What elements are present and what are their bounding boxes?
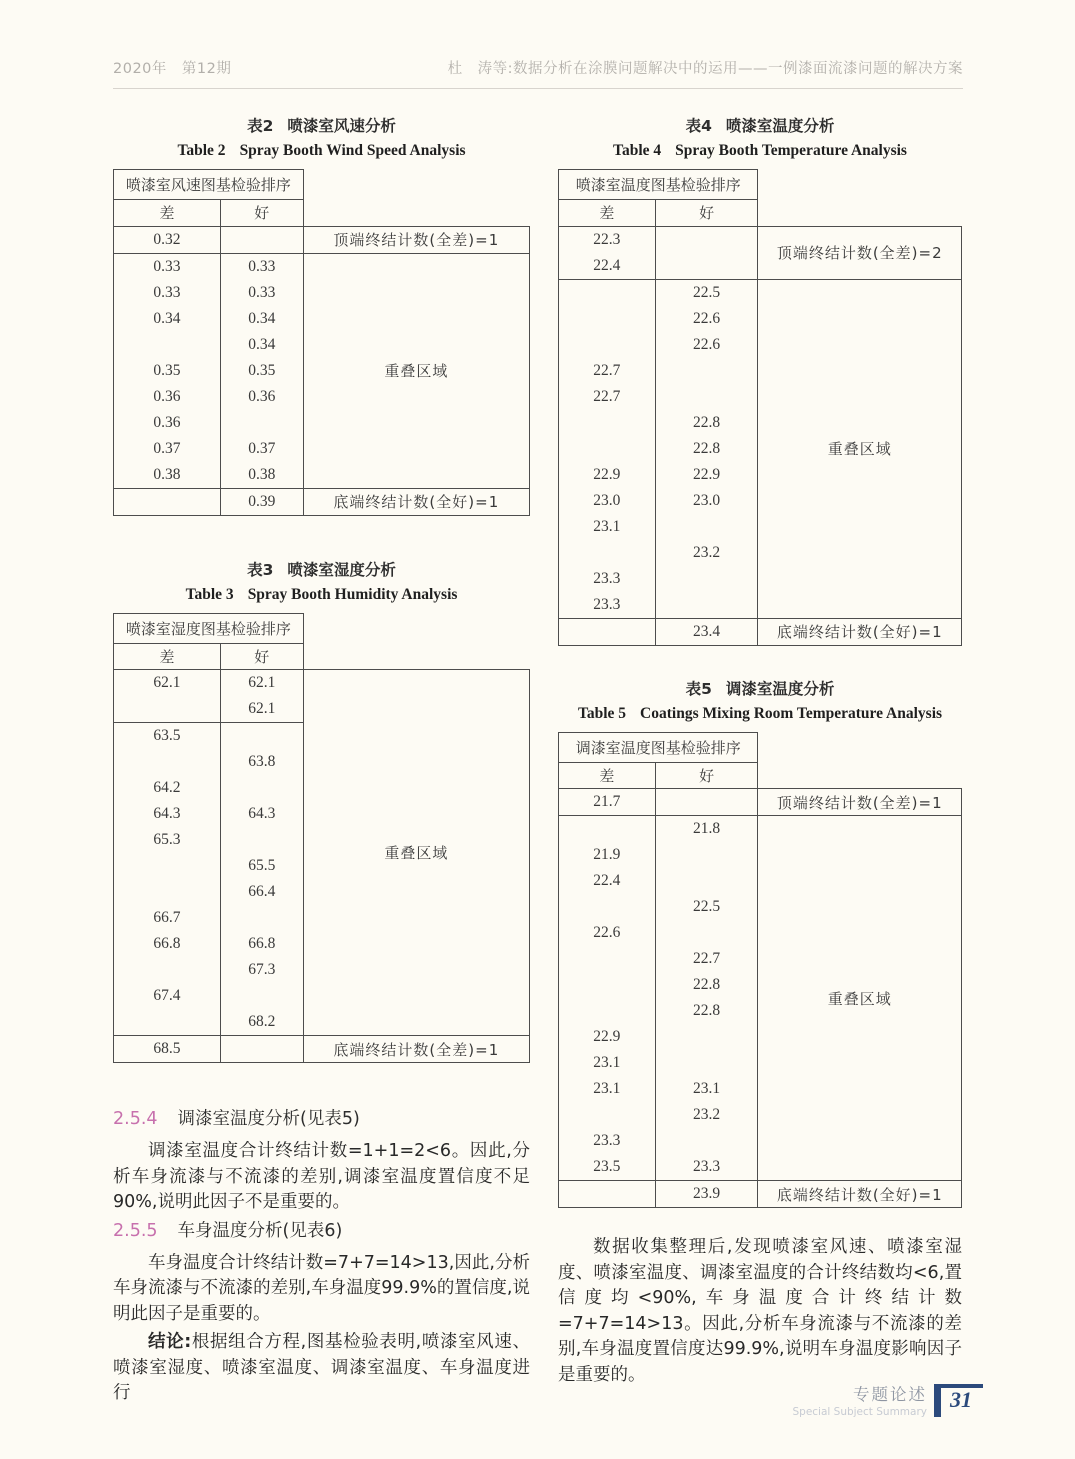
table4-cell-good: [655, 514, 758, 540]
table2-title-en: [113, 142, 530, 160]
table5-cell-bad: [559, 998, 656, 1024]
table5-col-good-header: 好: [655, 762, 758, 789]
table2-cell-bad: 0.36: [114, 410, 221, 436]
table5-cell-good: [655, 789, 758, 816]
table4-cell-good: 23.0: [655, 488, 758, 514]
section-255-number: 2.5.5: [113, 1220, 158, 1241]
table3-cell-good: [220, 983, 303, 1009]
table5-cell-bad: [559, 972, 656, 998]
table4-col-good-header: 好: [655, 200, 758, 227]
table3-cell-good: 63.8: [220, 749, 303, 775]
table3-col-good-header: 好: [220, 643, 303, 670]
table4-cell-bad: [559, 540, 656, 566]
right-column: [558, 106, 962, 1391]
table3-cell-bad: 67.4: [114, 983, 221, 1009]
table5-container: [558, 732, 962, 1209]
table5-cell-good: [655, 920, 758, 946]
table2-block: [113, 114, 530, 516]
table3-cell-good: [220, 723, 303, 750]
table2-cell-good: 0.39: [220, 488, 303, 515]
section-254-title: 调漆室温度分析(见表5): [177, 1109, 360, 1129]
table4-cell-bad: [559, 306, 656, 332]
page-number: 31: [950, 1387, 972, 1412]
table5-cell-bad: 23.1: [559, 1076, 656, 1102]
table3-cell-good: 62.1: [220, 696, 303, 723]
table3-cell-bad: [114, 696, 221, 723]
table2-cell-bad: [114, 332, 221, 358]
table2-rank-header: 喷漆室风速图基检验排序: [114, 170, 304, 200]
table3-cell-good: 67.3: [220, 957, 303, 983]
conclusion-text: 根据组合方程,图基检验表明,喷漆室风速、喷漆室湿度、喷漆室温度、调漆室温度、车身温度进行: [113, 1332, 531, 1403]
table3-cell-bad: [114, 749, 221, 775]
table5-rank-header: 调漆室温度图基检验排序: [559, 732, 758, 762]
table4-cell-bad: 23.3: [559, 592, 656, 619]
table5-cell-bad: [559, 816, 656, 843]
table5-cell-good: 22.7: [655, 946, 758, 972]
table2-note-cell: 底端终结计数(全好)=1: [303, 488, 529, 515]
table4-header-spacer: [758, 170, 962, 200]
table5-cell-bad: [559, 1181, 656, 1208]
table2-cell-bad: 0.33: [114, 280, 221, 306]
table3-cell-good: [220, 775, 303, 801]
table3-cell-good: 68.2: [220, 1009, 303, 1036]
table3-cell-bad: [114, 879, 221, 905]
table2-cell-bad: 0.34: [114, 306, 221, 332]
table2-en-no: Table 2: [177, 142, 226, 159]
footer-section-en: Special Subject Summary: [792, 1406, 927, 1418]
table2-cell-bad: 0.37: [114, 436, 221, 462]
table3-header-spacer: [303, 613, 529, 643]
table3-rank-header: 喷漆室湿度图基检验排序: [114, 613, 304, 643]
table3-note-cell: 底端终结计数(全差)=1: [303, 1036, 529, 1063]
table5-cell-bad: [559, 946, 656, 972]
table4-cell-good: [655, 592, 758, 619]
page-number-corner: [934, 1384, 983, 1417]
table3-cell-good: [220, 905, 303, 931]
table2-cell-good: 0.36: [220, 384, 303, 410]
table4-cell-bad: 22.9: [559, 462, 656, 488]
table3-cell-good: 65.5: [220, 853, 303, 879]
table2-col-good-header: 好: [220, 200, 303, 227]
right-paragraph: 数据收集整理后,发现喷漆室风速、喷漆室湿度、喷漆室温度、调漆室温度的合计终结数均<6,置信度均<90%,车身温度合计终结计数=7+7=14>13。因此,分析车身流漆与不流漆的差别,车身温度置信度达99.9%,说明车身温度影响因子是重要的。: [558, 1237, 962, 1385]
table3-table: [113, 613, 530, 1064]
table5-cell-good: [655, 842, 758, 868]
table5-cell-good: 22.8: [655, 998, 758, 1024]
table2-cell-good: 0.34: [220, 306, 303, 332]
section-255-heading: [113, 1219, 530, 1244]
table5-note-cell: 底端终结计数(全好)=1: [758, 1181, 962, 1208]
table3-header-spacer: [303, 643, 529, 670]
table2-note-cell: 重叠区域: [303, 253, 529, 488]
issue-label: 2020年 第12期: [113, 61, 232, 77]
table4-note-cell: 底端终结计数(全好)=1: [758, 618, 962, 645]
table5-note-cell: 重叠区域: [758, 816, 962, 1181]
table3-cell-bad: [114, 853, 221, 879]
table5-cell-good: 23.3: [655, 1154, 758, 1181]
table5-cell-bad: 21.9: [559, 842, 656, 868]
table4-cell-good: 23.4: [655, 618, 758, 645]
table4-cell-bad: 22.7: [559, 358, 656, 384]
table5-block: [558, 677, 962, 1209]
table2-cell-bad: 0.36: [114, 384, 221, 410]
running-title: 杜 涛等:数据分析在涂膜问题解决中的运用——一例漆面流漆问题的解决方案: [447, 61, 963, 77]
table4-cell-good: 22.6: [655, 306, 758, 332]
section-254-heading: [113, 1107, 530, 1132]
table3-title-zh: [113, 558, 530, 580]
section-254-number: 2.5.4: [113, 1109, 158, 1129]
table4-cell-good: 22.8: [655, 436, 758, 462]
table4-note-cell: 重叠区域: [758, 279, 962, 618]
table5-zh-no: 表5: [685, 679, 712, 698]
table2-cell-bad: 0.35: [114, 358, 221, 384]
table3-title-en: [113, 586, 530, 604]
table3-cell-bad: 64.3: [114, 801, 221, 827]
table5-col-bad-header: 差: [559, 762, 656, 789]
table4-cell-good: [655, 226, 758, 253]
header-rule: [113, 88, 963, 89]
table5-cell-good: 22.8: [655, 972, 758, 998]
table4-zh-name: 喷漆室温度分析: [725, 117, 835, 135]
table4-title-en: [558, 142, 962, 160]
table4-zh-no: 表4: [685, 117, 712, 135]
table2-zh-name: 喷漆室风速分析: [287, 117, 396, 135]
table4-note-cell: 顶端终结计数(全差)=2: [758, 226, 962, 279]
table3-cell-bad: [114, 1009, 221, 1036]
table2-cell-bad: [114, 488, 221, 515]
table3-cell-bad: 65.3: [114, 827, 221, 853]
table5-cell-good: [655, 1024, 758, 1050]
table2-note-cell: 顶端终结计数(全差)=1: [303, 226, 529, 253]
table5-cell-bad: 23.5: [559, 1154, 656, 1181]
table2-title-zh: [113, 114, 530, 136]
table4-en-name: Spray Booth Temperature Analysis: [675, 142, 907, 159]
table4-cell-bad: 22.7: [559, 384, 656, 410]
table3-container: [113, 613, 530, 1064]
table4-cell-good: 23.2: [655, 540, 758, 566]
table4-cell-good: [655, 566, 758, 592]
table3-zh-name: 喷漆室湿度分析: [287, 560, 396, 579]
table3-cell-bad: 63.5: [114, 723, 221, 750]
table4-container: [558, 169, 962, 646]
table4-cell-good: 22.5: [655, 279, 758, 306]
table5-cell-bad: 23.3: [559, 1128, 656, 1154]
table5-zh-name: 调漆室温度分析: [725, 679, 835, 698]
footer-labels: [792, 1377, 927, 1418]
table5-header-spacer: [758, 732, 962, 762]
table4-cell-bad: 23.3: [559, 566, 656, 592]
table4-cell-bad: [559, 410, 656, 436]
table2-cell-good: 0.38: [220, 462, 303, 489]
table4-cell-good: [655, 253, 758, 280]
table3-cell-bad: 68.5: [114, 1036, 221, 1063]
table5-cell-good: [655, 1050, 758, 1076]
table2-cell-good: 0.33: [220, 280, 303, 306]
table2-cell-good: 0.35: [220, 358, 303, 384]
page-footer: [792, 1377, 983, 1418]
table4-cell-good: [655, 384, 758, 410]
table2-cell-good: 0.37: [220, 436, 303, 462]
page-header: [113, 57, 963, 78]
table4-title-zh: [558, 114, 962, 136]
table4-header-spacer: [758, 200, 962, 227]
table5-title-zh: [558, 677, 962, 699]
table3-cell-good: 66.8: [220, 931, 303, 957]
conclusion-paragraph: [113, 1330, 530, 1407]
table2-cell-good: [220, 226, 303, 253]
left-text-zone: [113, 1107, 530, 1407]
table4-cell-bad: [559, 332, 656, 358]
footer-section-zh: 专题论述: [853, 1385, 927, 1404]
table4-table: [558, 169, 962, 646]
table3-col-bad-header: 差: [114, 643, 221, 670]
section-255-title: 车身温度分析(见表6): [177, 1220, 343, 1241]
table3-cell-good: [220, 827, 303, 853]
table4-cell-bad: [559, 436, 656, 462]
table5-cell-good: [655, 868, 758, 894]
table4-block: [558, 114, 962, 646]
table3-cell-good: 62.1: [220, 670, 303, 697]
table3-cell-bad: 66.8: [114, 931, 221, 957]
table3-cell-good: 66.4: [220, 879, 303, 905]
table5-cell-good: 23.9: [655, 1181, 758, 1208]
table3-block: [113, 558, 530, 1064]
table3-cell-bad: 64.2: [114, 775, 221, 801]
table4-cell-bad: 23.0: [559, 488, 656, 514]
table4-cell-bad: [559, 618, 656, 645]
table4-cell-bad: [559, 279, 656, 306]
table5-en-name: Coatings Mixing Room Temperature Analysis: [640, 704, 943, 722]
table5-header-spacer: [758, 762, 962, 789]
table2-cell-good: 0.33: [220, 253, 303, 280]
table5-cell-bad: 22.9: [559, 1024, 656, 1050]
table4-cell-good: 22.8: [655, 410, 758, 436]
conclusion-label: 结论:: [148, 1332, 192, 1352]
table5-cell-bad: 22.6: [559, 920, 656, 946]
table3-cell-good: 64.3: [220, 801, 303, 827]
table4-rank-header: 喷漆室温度图基检验排序: [559, 170, 758, 200]
table5-cell-bad: 22.4: [559, 868, 656, 894]
table5-cell-bad: [559, 894, 656, 920]
table5-cell-bad: 23.1: [559, 1050, 656, 1076]
table5-cell-good: 22.5: [655, 894, 758, 920]
table3-en-no: Table 3: [185, 585, 234, 603]
table2-col-bad-header: 差: [114, 200, 221, 227]
table5-cell-good: 23.2: [655, 1102, 758, 1128]
table2-cell-good: [220, 410, 303, 436]
table5-cell-good: 21.8: [655, 816, 758, 843]
table2-table: [113, 169, 530, 516]
table2-header-spacer: [303, 200, 529, 227]
left-column: [113, 106, 530, 1410]
table4-cell-good: 22.6: [655, 332, 758, 358]
table3-zh-no: 表3: [247, 560, 274, 579]
table5-cell-bad: [559, 1102, 656, 1128]
table5-cell-bad: 21.7: [559, 789, 656, 816]
table4-cell-good: [655, 358, 758, 384]
table2-zh-no: 表2: [247, 117, 274, 135]
table2-cell-bad: 0.38: [114, 462, 221, 489]
table2-cell-bad: 0.33: [114, 253, 221, 280]
table3-cell-bad: [114, 957, 221, 983]
table5-note-cell: 顶端终结计数(全差)=1: [758, 789, 962, 816]
table4-cell-bad: 22.3: [559, 226, 656, 253]
table2-cell-bad: 0.32: [114, 226, 221, 253]
table3-cell-bad: 62.1: [114, 670, 221, 697]
table2-cell-good: 0.34: [220, 332, 303, 358]
table5-cell-good: [655, 1128, 758, 1154]
table5-cell-good: 23.1: [655, 1076, 758, 1102]
table5-title-en: [558, 705, 962, 723]
table2-en-name: Spray Booth Wind Speed Analysis: [239, 142, 466, 159]
table3-cell-good: [220, 1036, 303, 1063]
table5-table: [558, 732, 962, 1209]
table5-en-no: Table 5: [577, 704, 627, 722]
table2-header-spacer: [303, 170, 529, 200]
table3-note-cell: 重叠区域: [303, 670, 529, 1036]
section-254-paragraph: 调漆室温度合计终结计数=1+1=2<6。因此,分析车身流漆与不流漆的差别,调漆室温度置信度不足90%,说明此因子不是重要的。: [113, 1141, 530, 1212]
table4-cell-bad: 23.1: [559, 514, 656, 540]
table4-col-bad-header: 差: [559, 200, 656, 227]
table4-cell-good: 22.9: [655, 462, 758, 488]
table2-container: [113, 169, 530, 516]
table4-cell-bad: 22.4: [559, 253, 656, 280]
table3-cell-bad: 66.7: [114, 905, 221, 931]
table3-en-name: Spray Booth Humidity Analysis: [247, 585, 458, 603]
section-255-paragraph: 车身温度合计终结计数=7+7=14>13,因此,分析车身流漆与不流漆的差别,车身温度99.9%的置信度,说明此因子是重要的。: [113, 1252, 530, 1324]
table4-en-no: Table 4: [613, 142, 662, 159]
